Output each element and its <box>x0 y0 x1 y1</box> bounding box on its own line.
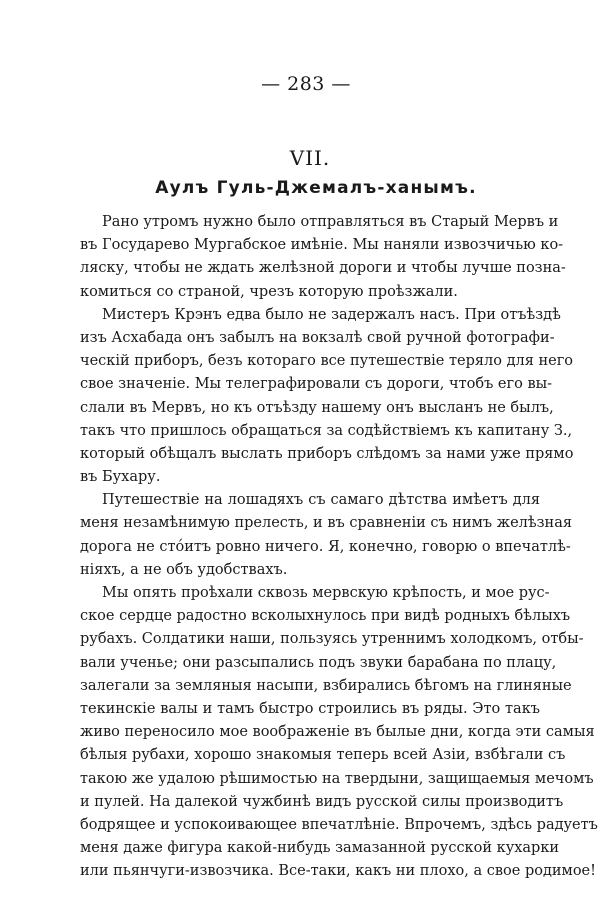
text-line: залегали за земляныя насыпи, взбирались бѣгомъ на глиняные <box>80 677 572 694</box>
text-line: ческій приборъ, безъ котораго все путешествіе теряло для него <box>80 353 574 370</box>
page-number: — 283 — <box>261 73 351 95</box>
chapter-title: Аулъ Гуль-Джемалъ-ханымъ. <box>155 178 477 198</box>
text-line: бѣлыя рубахи, хорошо знакомыя теперь всей Азіи, взбѣгали съ <box>80 747 566 764</box>
text-line: или пьянчуги-извозчика. Все-таки, какъ ни плохо, а свое родимое! <box>80 863 596 880</box>
text-line: меня даже фигура какой-нибудь замазанной русской кухарки <box>80 840 560 857</box>
chapter-number: VII. <box>289 146 331 170</box>
text-line: такъ что пришлось обращаться за содѣйствіемъ къ капитану З., <box>80 422 573 439</box>
text-line: слали въ Мервъ, но къ отъѣзду нашему онъ высланъ не былъ, <box>80 399 554 416</box>
text-line: дорога не стóитъ ровно ничего. Я, конечно, говорю о впечатлѣ- <box>80 538 571 555</box>
text-line: ніяхъ, а не объ удобствахъ. <box>80 561 288 578</box>
text-line: живо переносило мое воображеніе въ былые дни, когда эти самыя <box>80 724 595 741</box>
text-line: и пулей. На далекой чужбинѣ видъ русской силы производитъ <box>80 793 564 810</box>
text-line: изъ Асхабада онъ забылъ на вокзалѣ свой ручной фотографи- <box>80 329 555 346</box>
text-line: въ Государево Мургабское имѣніе. Мы наняли извозчичью ко- <box>80 237 564 254</box>
text-line: ское сердце радостно всколыхнулось при видѣ родныхъ бѣлыхъ <box>80 608 571 625</box>
text-line: Рано утромъ нужно было отправляться въ Старый Мервъ и <box>102 214 559 230</box>
text-line: текинскіе валы и тамъ быстро строились въ ряды. Это такъ <box>80 700 540 717</box>
text-line: Мистеръ Крэнъ едва было не задержалъ насъ. При отъѣздѣ <box>102 306 561 323</box>
text-line: который обѣщалъ выслать приборъ слѣдомъ за нами уже прямо <box>80 445 574 462</box>
text-line: бодрящее и успокоивающее впечатлѣніе. Впрочемъ, здѣсь радуетъ <box>80 816 598 833</box>
text-line: рубахъ. Солдатики наши, пользуясь утреннимъ холодкомъ, отбы- <box>80 631 584 648</box>
text-line: вали ученье; они разсыпались подъ звуки барабана по плацу, <box>80 654 557 671</box>
chapter-body <box>80 211 598 883</box>
text-line: Мы опять проѣхали сквозь мервскую крѣпость, и мое рус- <box>102 585 550 601</box>
text-line: Путешествіе на лошадяхъ съ самаго дѣтства имѣетъ для <box>102 492 540 509</box>
text-line: меня незамѣнимую прелесть, и въ сравненіи съ нимъ желѣзная <box>80 515 572 532</box>
text-line: такою же удалою рѣшимостью на твердыни, защищаемыя мечомъ <box>80 770 594 787</box>
text-line: въ Бухару. <box>80 469 161 486</box>
text-line: ляску, чтобы не ждать желѣзной дороги и чтобы лучше позна- <box>80 260 566 277</box>
text-line: свое значеніе. Мы телеграфировали съ дороги, чтобъ его вы- <box>80 376 553 393</box>
text-line: комиться со страной, чрезъ которую проѣзжали. <box>80 283 458 300</box>
